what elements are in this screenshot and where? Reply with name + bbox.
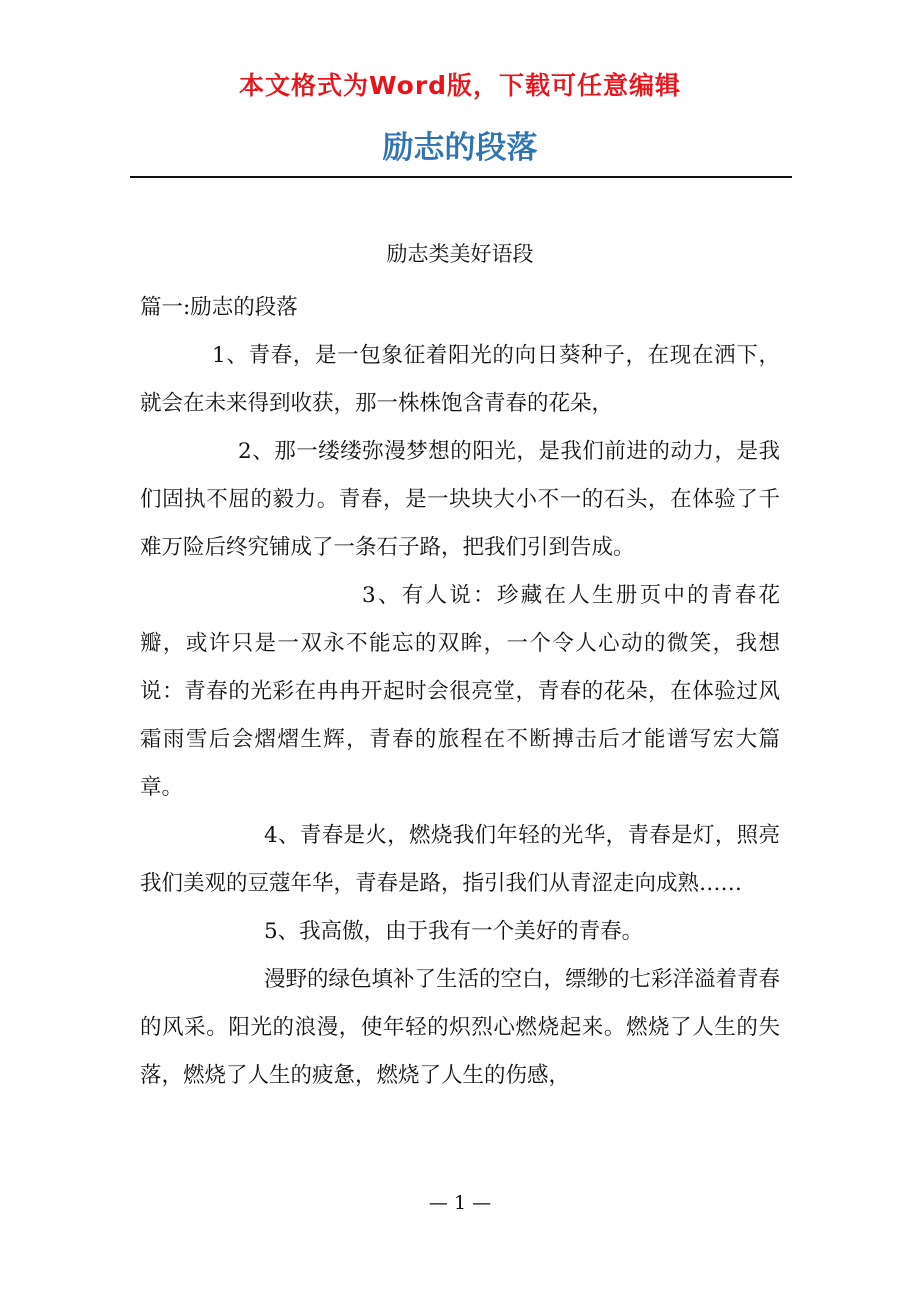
section-heading: 篇一:励志的段落	[140, 295, 298, 320]
paragraph: 3、有人说：珍藏在人生册页中的青春花瓣，或许只是一双永不能忘的双眸，一个令人心动的微笑，我想说：青春的光彩在冉冉开起时会很亮堂，青春的花朵，在体验过风霜雨雪后会熠熠生辉，青春的旅程在不断搏击后才能谱写宏大篇章。	[140, 583, 780, 800]
paragraph: 1、青春，是一包象征着阳光的向日葵种子，在现在洒下，就会在未来得到收获，那一株株饱含青春的花朵，	[140, 343, 780, 416]
document-title: 励志的段落	[382, 130, 538, 166]
paragraph: 漫野的绿色填补了生活的空白，缥缈的七彩洋溢着青春的风采。阳光的浪漫，使年轻的炽烈心燃烧起来。燃烧了人生的失落，燃烧了人生的疲惫，燃烧了人生的伤感，	[140, 967, 781, 1088]
page-number: — 1 —	[428, 1192, 492, 1214]
format-banner: 本文格式为Word版，下载可任意编辑	[238, 71, 682, 100]
content-heading: 励志类美好语段	[386, 242, 534, 266]
paragraph: 2、那一缕缕弥漫梦想的阳光，是我们前进的动力，是我们固执不屈的毅力。青春，是一块块大小不一的石头，在体验了千难万险后终究铺成了一条石子路，把我们引到告成。	[140, 439, 780, 560]
header-divider	[130, 176, 792, 178]
paragraph: 5、我高傲，由于我有一个美好的青春。	[264, 919, 644, 944]
paragraph: 4、青春是火，燃烧我们年轻的光华，青春是灯，照亮我们美观的豆蔻年华，青春是路，指引我们从青涩走向成熟……	[140, 823, 780, 896]
body-text	[140, 284, 780, 1100]
